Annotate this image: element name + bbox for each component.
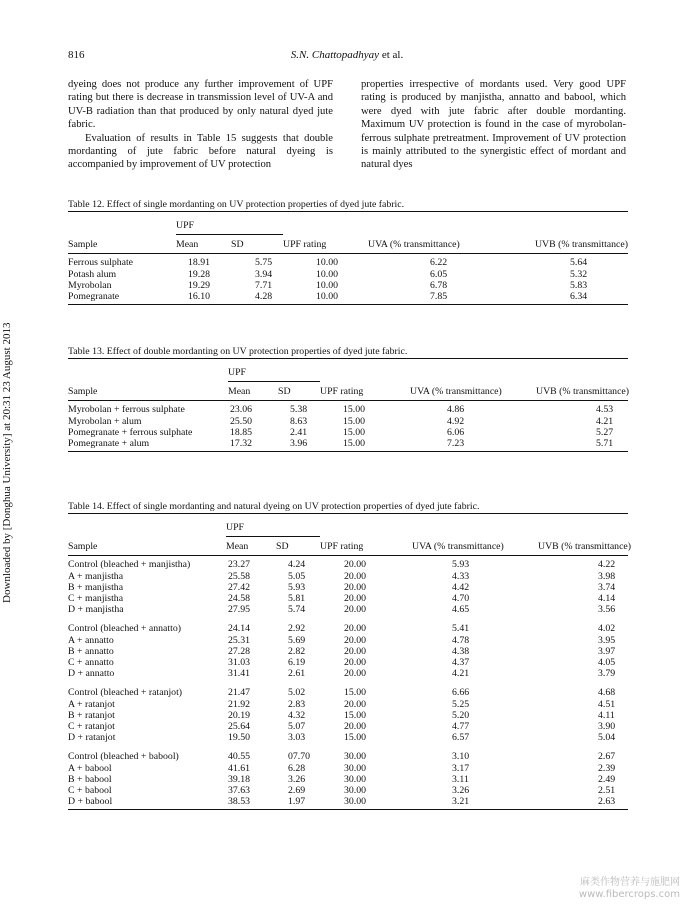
table12-cell-uva: 6.05 [430, 268, 448, 280]
table14-cell-mean: 39.18 [228, 773, 251, 785]
table13-cell-uvb: 4.53 [596, 404, 614, 416]
table14-cell-uva: 3.17 [452, 762, 470, 774]
table14-cell-upf: 20.00 [344, 698, 367, 710]
table14-cell-mean: 21.92 [228, 698, 251, 710]
table14-cell-mean: 27.28 [228, 645, 251, 657]
table14-cell-uva: 4.38 [452, 645, 470, 657]
table14-cell-upf: 20.00 [344, 559, 367, 571]
table-row [68, 280, 628, 291]
table13 [68, 358, 628, 452]
table14-cell-uva: 4.42 [452, 581, 470, 593]
table14-cell-sd: 5.81 [288, 593, 306, 605]
table12-cell-uvb: 6.34 [570, 291, 588, 303]
table13-col-upf-rating: UPF rating [320, 385, 364, 397]
table14-cell-uvb: 4.68 [598, 687, 616, 699]
table14-cell-uva: 4.33 [452, 570, 470, 582]
table14-cell-upf: 20.00 [344, 623, 367, 635]
table-row [68, 427, 628, 438]
table14-cell-uva: 5.25 [452, 698, 470, 710]
table14-cell-uva: 3.26 [452, 785, 470, 797]
table13-cell-uvb: 5.71 [596, 438, 614, 450]
table12-cell-uva: 7.85 [430, 291, 448, 303]
table14-cell-uvb: 3.95 [598, 634, 616, 646]
table13-cell-mean: 23.06 [230, 404, 253, 416]
table13-cell-upf: 15.00 [343, 438, 366, 450]
table13-cell-upf: 15.00 [343, 426, 366, 438]
table14-cell-uva: 5.93 [452, 559, 470, 571]
table13-cell-sd: 8.63 [290, 415, 308, 427]
table12-cell-mean: 16.10 [188, 291, 211, 303]
table-row [68, 732, 628, 743]
table12-col-mean: Mean [176, 238, 199, 250]
table14-cell-sd: 2.82 [288, 645, 306, 657]
table14-cell-upf: 20.00 [344, 593, 367, 605]
table13-cell-mean: 18.85 [230, 426, 253, 438]
running-head-author: S.N. Chattopadhyay [290, 49, 380, 61]
table14-cell-uvb: 4.22 [598, 559, 616, 571]
table14-cell-uva: 5.20 [452, 709, 470, 721]
table12-cell-mean: 19.29 [188, 279, 211, 291]
table13-cell-uvb: 5.27 [596, 426, 614, 438]
table14-cell-mean: 38.53 [228, 796, 251, 808]
table-row [68, 710, 628, 721]
table12-cell-upf: 10.00 [316, 268, 339, 280]
table-row [68, 582, 628, 593]
table13-upf-group-header: UPF [228, 367, 320, 382]
table-row [68, 438, 628, 449]
table-row [68, 763, 628, 774]
table-row [68, 257, 628, 268]
table14-cell-uvb: 3.97 [598, 645, 616, 657]
table14-col-uva: UVA (% transmittance) [412, 540, 504, 552]
table14-cell-sample: D + manjistha [68, 604, 124, 616]
table14-cell-upf: 20.00 [344, 657, 367, 669]
table14-cell-sd: 2.61 [288, 668, 306, 680]
table12-cell-mean: 18.91 [188, 257, 211, 269]
table14-cell-mean: 31.41 [228, 668, 251, 680]
table-row [68, 774, 628, 785]
table12-col-sd: SD [231, 238, 244, 250]
left-paragraph-2: Evaluation of results in Table 15 suggests that double mordanting of jute fabric before natural dyeing is accompanied by improvement of UV protection [68, 132, 333, 171]
table13-cell-sd: 5.38 [290, 404, 308, 416]
table14-cell-sd: 5.93 [288, 581, 306, 593]
table14-cell-upf: 20.00 [344, 645, 367, 657]
table12-cell-uvb: 5.83 [570, 279, 588, 291]
table14-cell-upf: 15.00 [344, 732, 367, 744]
table14-cell-mean: 27.95 [228, 604, 251, 616]
table13-cell-uvb: 4.21 [596, 415, 614, 427]
table13-col-uvb: UVB (% transmittance) [536, 385, 630, 397]
table12-cell-uva: 6.78 [430, 279, 448, 291]
table14-cell-sd: 5.74 [288, 604, 306, 616]
table14-cell-mean: 23.27 [228, 559, 251, 571]
table14-cell-mean: 31.03 [228, 657, 251, 669]
table12-cell-upf: 10.00 [316, 257, 339, 269]
table14-cell-mean: 40.55 [228, 751, 251, 763]
table13-cell-sample: Myrobolan + alum [68, 415, 142, 427]
table14-cell-sample: Control (bleached + ratanjot) [68, 687, 183, 699]
table-row [68, 635, 628, 646]
table14-cell-upf: 15.00 [344, 709, 367, 721]
table14-cell-upf: 30.00 [344, 773, 367, 785]
table14-cell-uvb: 2.51 [598, 785, 616, 797]
table-row [68, 796, 628, 807]
table13-cell-uva: 4.86 [447, 404, 465, 416]
table-row [68, 269, 628, 280]
table14-cell-mean: 41.61 [228, 762, 251, 774]
table13-cell-sd: 3.96 [290, 438, 308, 450]
table14-cell-mean: 24.14 [228, 623, 251, 635]
table14-col-mean: Mean [226, 540, 249, 552]
table14-cell-upf: 30.00 [344, 785, 367, 797]
table-row [68, 785, 628, 796]
table14-cell-upf: 20.00 [344, 634, 367, 646]
table14-cell-sample: Control (bleached + manjistha) [68, 559, 191, 571]
table14-cell-uva: 5.41 [452, 623, 470, 635]
table14-cell-sample: B + ratanjot [68, 709, 115, 721]
table14-cell-sd: 6.19 [288, 657, 306, 669]
table14-cell-sample: A + babool [68, 762, 112, 774]
table14-cell-upf: 20.00 [344, 581, 367, 593]
table14-cell-sample: C + manjistha [68, 593, 124, 605]
table13-col-sample: Sample [68, 386, 98, 398]
table12-cell-upf: 10.00 [316, 279, 339, 291]
table14-cell-sd: 2.92 [288, 623, 306, 635]
table14-cell-sample: C + babool [68, 785, 112, 797]
table14-cell-sd: 07.70 [288, 751, 311, 763]
table14-cell-uvb: 4.05 [598, 657, 616, 669]
table14-cell-sd: 5.02 [288, 687, 306, 699]
table14-cell-sample: C + annatto [68, 657, 114, 669]
table13-cell-uva: 7.23 [447, 438, 465, 450]
table-row [68, 623, 628, 634]
table13-cell-sample: Pomegranate + alum [68, 438, 150, 450]
table14-cell-uvb: 4.51 [598, 698, 616, 710]
table13-cell-sample: Pomegranate + ferrous sulphate [68, 426, 193, 438]
table-row [68, 646, 628, 657]
right-paragraph-1: properties irrespective of mordants used. Very good UPF rating is produced by manjistha, annatto and babool, which were dyed with jute fabric after double mordanting. Maximum UV protection is found in the case of myrobolan-ferrous sulphate pretreatment. Improvement of UV protection is mainly attributed to the synergistic effect of mordant and natural dyes [361, 79, 626, 171]
table14-cell-uvb: 3.98 [598, 570, 616, 582]
table14-cell-uva: 6.57 [452, 732, 470, 744]
table12-cell-uvb: 5.32 [570, 268, 588, 280]
table-row [68, 699, 628, 710]
table14-cell-upf: 20.00 [344, 721, 367, 733]
table14-cell-upf: 30.00 [344, 751, 367, 763]
table14-cell-uva: 4.21 [452, 668, 470, 680]
table14-cell-sd: 6.28 [288, 762, 306, 774]
table12-cell-sd: 7.71 [255, 279, 273, 291]
table14-cell-sample: Control (bleached + babool) [68, 751, 179, 763]
table12-cell-sample: Potash alum [68, 268, 117, 280]
table14-cell-uvb: 4.11 [598, 709, 615, 721]
table-row [68, 291, 628, 302]
table13-cell-upf: 15.00 [343, 404, 366, 416]
table13-col-mean: Mean [228, 385, 251, 397]
table12-cell-uvb: 5.64 [570, 257, 588, 269]
table-row [68, 416, 628, 427]
table14-cell-sd: 1.97 [288, 796, 306, 808]
table12-cell-sample: Myrobolan [68, 279, 112, 291]
table14-cell-uva: 6.66 [452, 687, 470, 699]
table14-cell-sd: 2.69 [288, 785, 306, 797]
table14-cell-mean: 25.58 [228, 570, 251, 582]
table14-cell-mean: 24.58 [228, 593, 251, 605]
watermark-line-2: www.fibercrops.com [578, 889, 680, 900]
table14-cell-upf: 15.00 [344, 687, 367, 699]
table14-cell-sample: B + manjistha [68, 581, 124, 593]
table13-cell-sd: 2.41 [290, 426, 308, 438]
table14-cell-upf: 30.00 [344, 762, 367, 774]
table12-cell-sample: Ferrous sulphate [68, 257, 134, 269]
table12-cell-sd: 3.94 [255, 268, 273, 280]
table14-cell-mean: 19.50 [228, 732, 251, 744]
table-row [68, 593, 628, 604]
table-row [68, 668, 628, 679]
table-row [68, 404, 628, 415]
table12-cell-mean: 19.28 [188, 268, 211, 280]
table14-cell-sample: B + babool [68, 773, 112, 785]
table12-caption: Table 12. Effect of single mordanting on UV protection properties of dyed jute fabric. [68, 199, 405, 210]
table14-cell-sample: A + annatto [68, 634, 114, 646]
table14-cell-uvb: 3.56 [598, 604, 616, 616]
table13-col-sd: SD [278, 385, 291, 397]
table14-cell-mean: 21.47 [228, 687, 251, 699]
table14-cell-uvb: 2.39 [598, 762, 616, 774]
table14-cell-upf: 30.00 [344, 796, 367, 808]
table12-col-upf-rating: UPF rating [283, 238, 327, 250]
table-row [68, 751, 628, 762]
table13-col-uva: UVA (% transmittance) [410, 385, 502, 397]
table14-col-sd: SD [276, 540, 289, 552]
table14-cell-uvb: 2.49 [598, 773, 616, 785]
table14-cell-sample: D + ratanjot [68, 732, 116, 744]
table-row [68, 604, 628, 615]
table12-cell-sd: 5.75 [255, 257, 273, 269]
table12-cell-uva: 6.22 [430, 257, 448, 269]
table13-cell-uva: 6.06 [447, 426, 465, 438]
site-watermark [579, 877, 680, 901]
table14-cell-sd: 2.83 [288, 698, 306, 710]
table14-cell-sample: D + babool [68, 796, 113, 808]
right-column [361, 78, 626, 172]
table14-cell-uva: 4.77 [452, 721, 470, 733]
table14-cell-uva: 4.70 [452, 593, 470, 605]
table14-cell-uvb: 3.74 [598, 581, 616, 593]
table14-cell-uva: 3.21 [452, 796, 470, 808]
table14 [68, 513, 632, 810]
left-paragraph-1: dyeing does not produce any further improvement of UPF rating but there is decrease in transmission level of UV-A and UV-B radiation than that produced by only natural dyed jute fabric. [68, 79, 333, 131]
table14-cell-mean: 25.64 [228, 721, 251, 733]
table14-cell-sd: 3.03 [288, 732, 306, 744]
table-row [68, 559, 628, 570]
table14-cell-uva: 4.37 [452, 657, 470, 669]
table14-col-sample: Sample [68, 541, 98, 553]
table12-upf-group-header: UPF [176, 220, 283, 235]
table14-cell-sample: A + ratanjot [68, 698, 115, 710]
table14-cell-uva: 4.78 [452, 634, 470, 646]
download-note: Downloaded by [Donghua University] at 20:31 23 August 2013 [1, 322, 13, 603]
watermark-line-1: 麻类作物营养与施肥网 [580, 877, 680, 888]
table13-cell-mean: 17.32 [230, 438, 253, 450]
table14-cell-uvb: 5.04 [598, 732, 616, 744]
table14-cell-uvb: 3.79 [598, 668, 616, 680]
table14-cell-uvb: 4.14 [598, 593, 616, 605]
table14-cell-uvb: 2.63 [598, 796, 616, 808]
table13-cell-sample: Myrobolan + ferrous sulphate [68, 404, 185, 416]
table-row [68, 687, 628, 698]
table14-cell-mean: 37.63 [228, 785, 251, 797]
table13-cell-upf: 15.00 [343, 415, 366, 427]
table12-col-uvb: UVB (% transmittance) [534, 238, 628, 250]
table13-caption: Table 13. Effect of double mordanting on UV protection properties of dyed jute fabric. [68, 346, 408, 357]
table14-caption: Table 14. Effect of single mordanting and natural dyeing on UV protection properties of dyed jute fabric. [68, 501, 480, 512]
table14-cell-upf: 20.00 [344, 604, 367, 616]
table14-col-upf-rating: UPF rating [320, 540, 364, 552]
table14-cell-mean: 25.31 [228, 634, 251, 646]
table14-cell-uvb: 2.67 [598, 751, 616, 763]
table14-col-uvb: UVB (% transmittance) [538, 540, 632, 552]
running-head [0, 49, 694, 61]
table12-cell-sample: Pomegranate [68, 291, 120, 303]
table14-cell-uva: 3.11 [452, 773, 469, 785]
table14-cell-sd: 5.07 [288, 721, 306, 733]
table12-col-sample: Sample [68, 239, 98, 251]
table-row [68, 571, 628, 582]
table14-cell-uvb: 4.02 [598, 623, 616, 635]
table14-cell-upf: 20.00 [344, 668, 367, 680]
table14-cell-sd: 4.32 [288, 709, 306, 721]
table14-cell-sample: B + annatto [68, 645, 114, 657]
table14-cell-sd: 3.26 [288, 773, 306, 785]
table14-upf-group-header: UPF [226, 522, 320, 537]
page-number: 816 [68, 49, 85, 61]
table12-col-uva: UVA (% transmittance) [368, 238, 460, 250]
running-head-suffix: et al. [379, 49, 404, 61]
table14-cell-sample: D + annatto [68, 668, 115, 680]
table-row [68, 657, 628, 668]
table-row [68, 721, 628, 732]
left-column [68, 78, 333, 172]
table14-cell-uva: 3.10 [452, 751, 470, 763]
table14-cell-sd: 4.24 [288, 559, 306, 571]
table14-cell-sd: 5.05 [288, 570, 306, 582]
table14-cell-mean: 27.42 [228, 581, 251, 593]
table12-cell-upf: 10.00 [316, 291, 339, 303]
table13-cell-mean: 25.50 [230, 415, 253, 427]
table14-cell-upf: 20.00 [344, 570, 367, 582]
table14-cell-sample: Control (bleached + annatto) [68, 623, 181, 635]
table14-cell-sample: A + manjistha [68, 570, 124, 582]
table12-cell-sd: 4.28 [255, 291, 273, 303]
table14-cell-mean: 20.19 [228, 709, 251, 721]
table14-cell-uva: 4.65 [452, 604, 470, 616]
table14-cell-sample: C + ratanjot [68, 721, 115, 733]
table14-cell-sd: 5.69 [288, 634, 306, 646]
table13-cell-uva: 4.92 [447, 415, 465, 427]
table14-cell-uvb: 3.90 [598, 721, 616, 733]
table12 [68, 211, 628, 305]
